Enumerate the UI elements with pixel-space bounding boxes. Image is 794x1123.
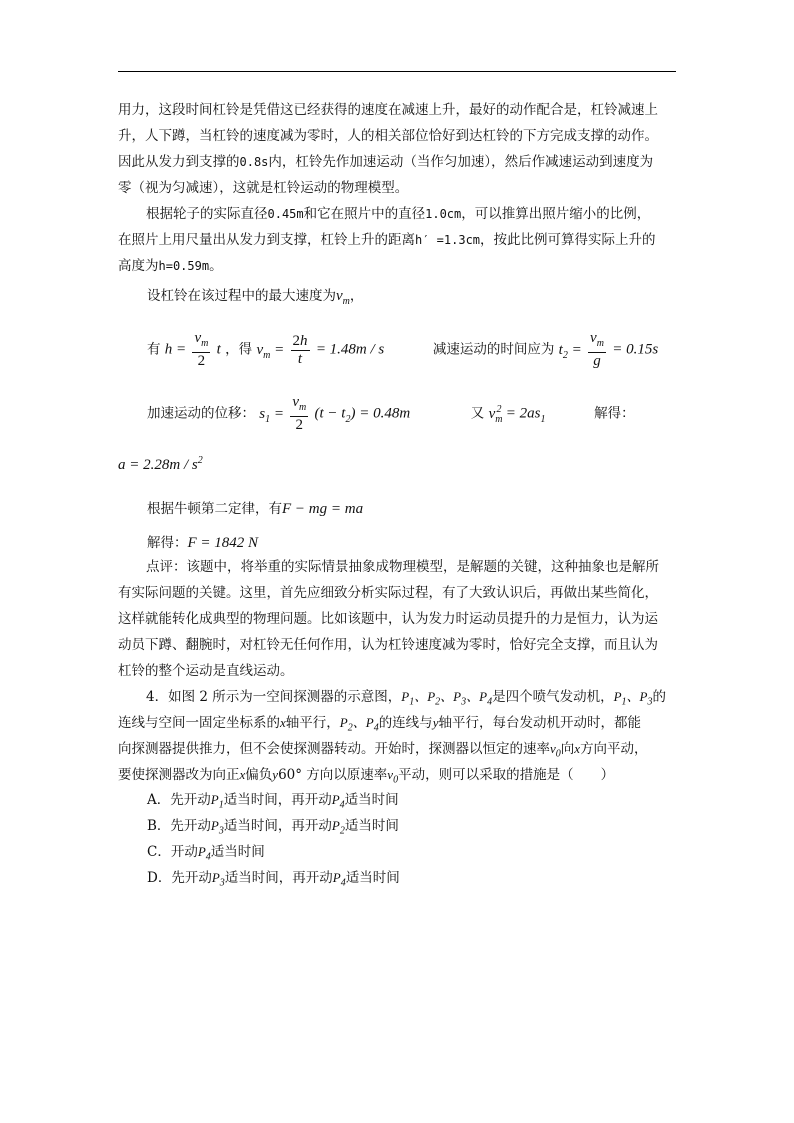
text-line: 连线与空间一固定坐标系的x轴平行，$P_2$、$P_4$的连线与y轴平行，每台发动机开动时，都能: [118, 715, 641, 734]
equation-line-max-velocity: 设杠铃在该过程中的最大速度为$v_m$，: [147, 288, 364, 307]
option-b: B．先开动$P_3$适当时间，再开动$P_2$适当时间: [147, 818, 399, 837]
paragraph-scale-ratio: [118, 201, 678, 279]
equation-line-displacement: 加速运动的位移： $s_1$ = $\frac{v_m}{2}$ $(t - t_2) = 0.48m$ 又 $v_m^2 = 2as_1$ 解得：: [147, 394, 635, 433]
text-line: 要使探测器改为向正x偏负y60° 方向以原速率$v_0$平动，则可以采取的措施是（ ）: [118, 767, 615, 786]
text-line: 有实际问题的关键。这里，首先应细致分析实际过程，有了大致认识后，再做出某些简化，: [118, 585, 658, 601]
text-line: 在照片上用尺量出从发力到支撑，杠铃上升的距离h′ =1.3cm，按此比例可算得实际上升的: [118, 232, 656, 248]
text-line: 4．如图 2 所示为一空间探测器的示意图，$P_1$、$P_2$、$P_3$、$P_4$是四个喷气发动机，$P_1$、$P_3$的: [146, 689, 666, 708]
text-line: 动员下蹲、翻腕时，对杠铃无任何作用，认为杠铃速度减为零时，恰好完全支撑，而且认为: [118, 637, 658, 653]
text-line: 升，人下蹲，当杠铃的速度减为零时，人的相关部位恰好到达杠铃的下方完成支撑的动作。: [118, 128, 658, 144]
text-line: 零（视为匀减速），这就是杠铃运动的物理模型。: [118, 180, 409, 196]
paragraph-physical-model: [118, 97, 678, 201]
question-4: [118, 684, 678, 788]
text-line: 根据轮子的实际直径0.45m和它在照片中的直径1.0cm，可以推算出照片缩小的比例，: [146, 206, 651, 222]
equation-line-height-time: 有 h = $\frac{v_m}{2}$ t ，得 $v_m$ = $\frac{2h}{t}$ = 1.48m / s 减速运动的时间应为 $t_2$ = $\frac{v_m}{g}$ = 0.15s: [147, 330, 659, 369]
option-c: C．开动$P_4$适当时间: [147, 844, 265, 863]
option-d: D．先开动$P_3$适当时间，再开动$P_4$适当时间: [147, 870, 400, 889]
header-rule: [118, 71, 676, 72]
paragraph-comment: [118, 554, 678, 684]
equation-line-force: 解得：F = 1842 N: [147, 535, 259, 551]
equation-line-newton: 根据牛顿第二定律，有F − mg = ma: [147, 501, 364, 517]
text-line: 点评：该题中，将举重的实际情景抽象成物理模型，是解题的关键，这种抽象也是解所: [146, 559, 659, 575]
text-line: 杠铃的整个运动是直线运动。: [118, 663, 294, 679]
text-line: 因此从发力到支撑的0.8s内，杠铃先作加速运动（当作匀加速），然后作减速运动到速度为: [118, 154, 654, 170]
equation-line-acceleration: $a = 2.28m / s^2$: [118, 455, 203, 473]
text-line: 高度为h=0.59m。: [118, 258, 223, 274]
option-a: A．先开动$P_1$适当时间，再开动$P_4$适当时间: [147, 792, 399, 811]
text-line: 向探测器提供推力，但不会使探测器转动。开始时，探测器以恒定的速率$v_0$向x方向平动，: [118, 741, 648, 760]
text-line: 这样就能转化成典型的物理问题。比如该题中，认为发力时运动员提升的力是恒力，认为运: [118, 611, 658, 627]
text-line: 用力，这段时间杠铃是凭借这已经获得的速度在减速上升，最好的动作配合是，杠铃减速上: [118, 102, 658, 118]
